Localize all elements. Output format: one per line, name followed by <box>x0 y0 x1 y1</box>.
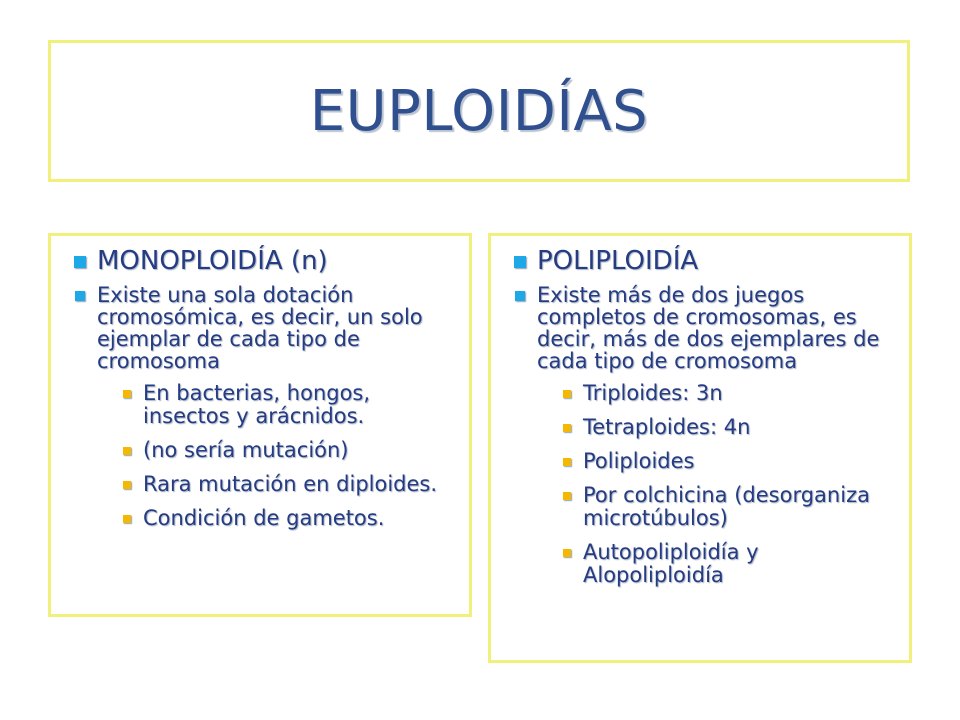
poliploidia-subitem: Autopoliploidía y Alopoliploidía <box>505 541 899 587</box>
monoploidia-subitem: (no sería mutación) <box>65 439 459 462</box>
monoploidia-subitem: En bacterias, hongos, insectos y arácnidos. <box>65 382 459 428</box>
monoploidia-subitems <box>65 382 459 530</box>
monoploidia-description: Existe una sola dotación cromosómica, es decir, un solo ejemplar de cada tipo de cromosoma <box>65 284 459 372</box>
poliploidia-subitem: Triploides: 3n <box>505 382 899 405</box>
slide-title: EUPLOIDÍAS <box>309 78 649 144</box>
poliploidia-subitem: Por colchicina (desorganiza microtúbulos) <box>505 484 899 530</box>
poliploidia-subitem: Poliploides <box>505 450 899 473</box>
monoploidia-subitem: Condición de gametos. <box>65 507 459 530</box>
poliploidia-heading: POLIPLOIDÍA <box>505 246 899 276</box>
monoploidia-subitem: Rara mutación en diploides. <box>65 473 459 496</box>
poliploidia-subitems <box>505 382 899 587</box>
monoploidia-heading: MONOPLOIDÍA (n) <box>65 246 459 276</box>
poliploidia-subitem: Tetraploides: 4n <box>505 416 899 439</box>
title-box <box>48 40 910 182</box>
poliploidia-list <box>505 246 899 372</box>
poliploidia-description: Existe más de dos juegos completos de cromosomas, es decir, más de dos ejemplares de cada tipo de cromosoma <box>505 284 899 372</box>
monoploidia-panel <box>48 233 472 617</box>
poliploidia-panel <box>488 233 912 663</box>
monoploidia-list <box>65 246 459 372</box>
